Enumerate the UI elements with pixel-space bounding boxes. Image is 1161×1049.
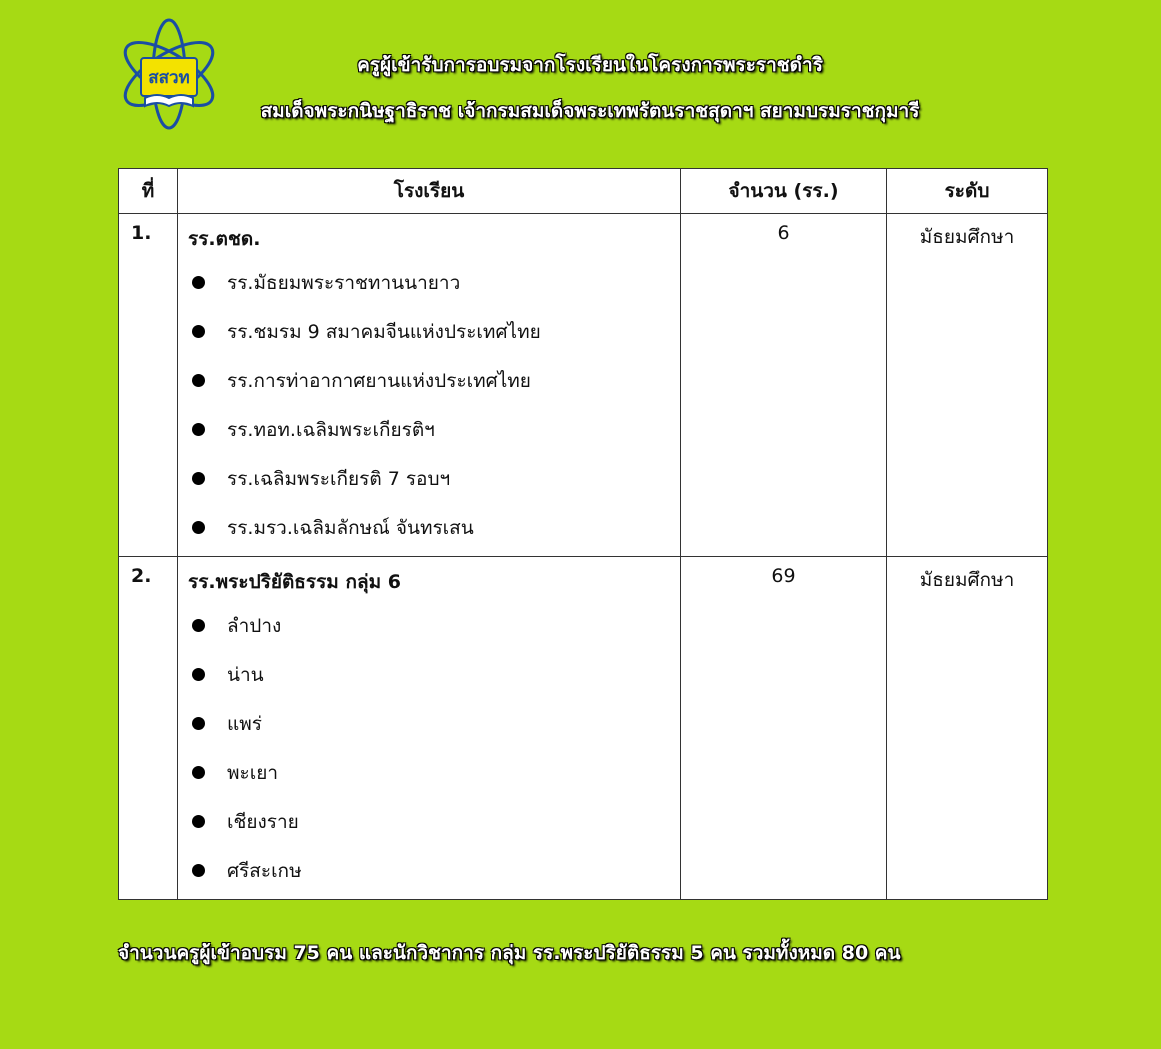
school-level: มัธยมศึกษา	[887, 214, 1048, 557]
list-item	[188, 650, 670, 699]
title-line-1: ครูผู้เข้ารับการอบรมจากโรงเรียนในโครงการพระราชดำริ	[357, 54, 823, 76]
list-item-label: น่าน	[227, 663, 264, 686]
list-item-label: รร.ทอท.เฉลิมพระเกียรติฯ	[227, 418, 435, 441]
list-item	[188, 797, 670, 846]
list-item	[188, 258, 670, 307]
list-item-label: ศรีสะเกษ	[227, 859, 302, 882]
school-name: รร.ตชด.	[188, 228, 261, 250]
table-row	[119, 214, 1048, 557]
bullet-icon	[192, 276, 205, 289]
list-item	[188, 748, 670, 797]
bullet-icon	[192, 864, 205, 877]
list-item-label: รร.เฉลิมพระเกียรติ 7 รอบฯ	[227, 467, 451, 490]
list-item	[188, 454, 670, 503]
list-item	[188, 846, 670, 895]
list-item-label: รร.มัธยมพระราชทานนายาว	[227, 271, 461, 294]
list-item-label: แพร่	[227, 712, 262, 735]
school-count: 6	[681, 214, 887, 557]
list-item-label: รร.มรว.เฉลิมลักษณ์ จันทรเสน	[227, 516, 474, 539]
bullet-icon	[192, 521, 205, 534]
header-level: ระดับ	[887, 169, 1048, 214]
bullet-icon	[192, 325, 205, 338]
school-name: รร.พระปริยัติธรรม กลุ่ม 6	[188, 571, 401, 593]
bullet-icon	[192, 815, 205, 828]
bullet-icon	[192, 472, 205, 485]
page-title	[200, 42, 980, 134]
school-cell	[178, 214, 681, 557]
bullet-icon	[192, 423, 205, 436]
list-item-label: เชียงราย	[227, 810, 299, 833]
school-cell	[178, 557, 681, 900]
table-header-row	[119, 169, 1048, 214]
table-row	[119, 557, 1048, 900]
list-item	[188, 405, 670, 454]
bullet-icon	[192, 668, 205, 681]
school-table	[118, 168, 1048, 900]
bullet-icon	[192, 374, 205, 387]
header-no: ที่	[119, 169, 178, 214]
bullet-icon	[192, 619, 205, 632]
list-item	[188, 356, 670, 405]
row-number: 1.	[119, 214, 178, 557]
summary-text: จำนวนครูผู้เข้าอบรม 75 คน และนักวิชาการ กลุ่ม รร.พระปริยัติธรรม 5 คน รวมทั้งหมด 80 คน	[118, 942, 901, 964]
list-item	[188, 503, 670, 552]
header-count: จำนวน (รร.)	[681, 169, 887, 214]
list-item-label: รร.การท่าอากาศยานแห่งประเทศไทย	[227, 369, 531, 392]
school-level: มัธยมศึกษา	[887, 557, 1048, 900]
list-item	[188, 307, 670, 356]
list-item-label: ลำปาง	[227, 614, 282, 637]
list-item	[188, 601, 670, 650]
list-item-label: พะเยา	[227, 761, 279, 784]
bullet-icon	[192, 766, 205, 779]
bullet-icon	[192, 717, 205, 730]
list-item-label: รร.ชมรม 9 สมาคมจีนแห่งประเทศไทย	[227, 320, 541, 343]
header-school: โรงเรียน	[178, 169, 681, 214]
row-number: 2.	[119, 557, 178, 900]
list-item	[188, 699, 670, 748]
logo-text: สสวท	[148, 68, 190, 88]
title-line-2: สมเด็จพระกนิษฐาธิราช เจ้ากรมสมเด็จพระเทพรัตนราชสุดาฯ สยามบรมราชกุมารี	[260, 100, 920, 122]
school-count: 69	[681, 557, 887, 900]
